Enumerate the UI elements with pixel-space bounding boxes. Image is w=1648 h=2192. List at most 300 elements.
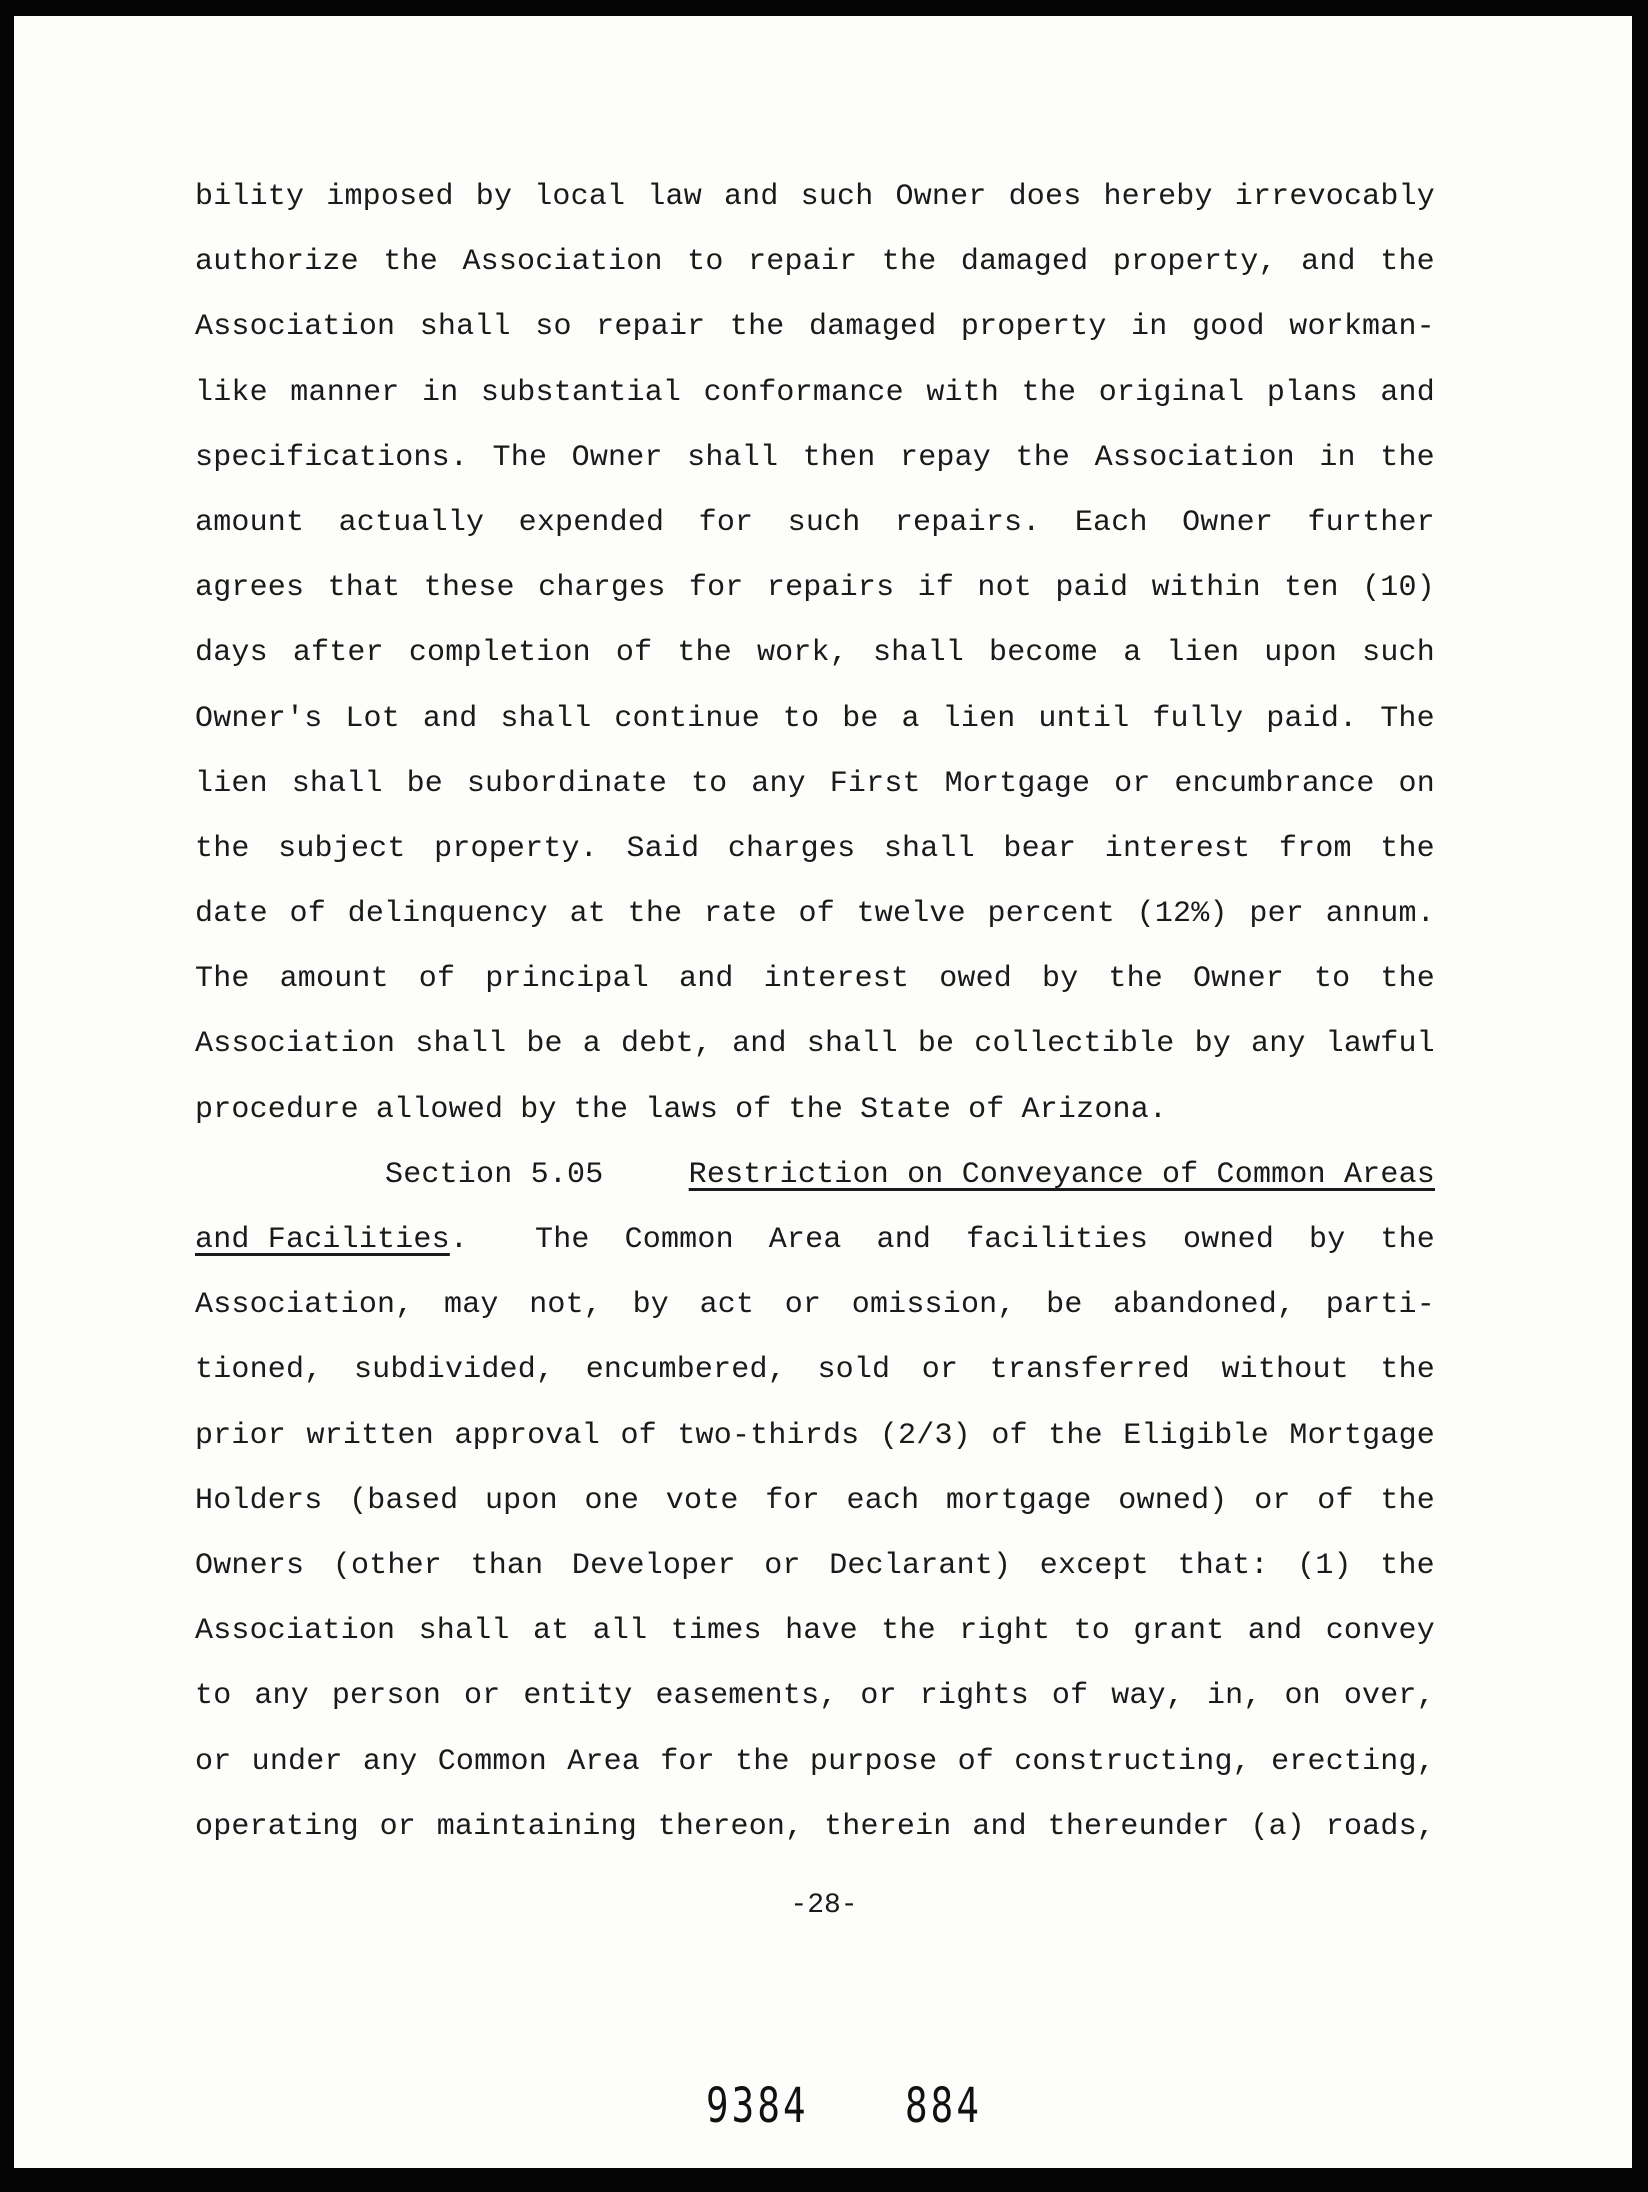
word: the [1021,375,1077,410]
word: shall [883,831,975,866]
word: repair [596,310,706,345]
word: for [698,505,754,540]
word: or [764,1548,801,1583]
word: on [1284,1679,1321,1714]
word: by [475,180,513,214]
word: twelve [856,897,966,932]
word: to [195,1679,232,1714]
word: bility [195,180,305,214]
word: vote [665,1483,739,1518]
word: roads, [1325,1809,1435,1844]
word: lien [942,701,1016,736]
word: interest [1104,831,1251,866]
word: to [687,245,724,280]
word: Association [462,245,663,280]
word: The [535,1223,590,1257]
word: except [1039,1548,1150,1583]
word: that: [1177,1548,1269,1583]
word: the [1380,1353,1435,1388]
word: manner [290,375,400,410]
word: the [1380,962,1435,997]
word: the [1048,1418,1103,1453]
word: abandoned, [1113,1288,1296,1323]
word: plans [1266,375,1358,410]
word: the [881,1614,936,1649]
section-first-sentence [535,1208,1435,1273]
word: tioned, [195,1353,323,1388]
word: (other [332,1548,442,1583]
word: in [1319,440,1356,475]
word: Owner [571,440,663,475]
word: sold [817,1353,891,1388]
word: actually [338,505,485,540]
word: principal [485,962,650,997]
word: for [765,1483,820,1518]
word: or [195,1744,232,1779]
word: in [1131,310,1168,345]
text-line [195,1273,1435,1338]
word: therein [824,1809,952,1844]
text-line [195,1534,1435,1599]
word: mortgage [946,1483,1092,1518]
word: the [1380,1223,1435,1257]
word: if [917,571,955,606]
word: Each [1074,505,1148,540]
word: in [422,375,459,410]
word: Common [437,1744,547,1779]
word: to [782,701,820,736]
text-line [195,1338,1435,1403]
word: like [195,375,268,410]
text-line [195,882,1435,947]
word: such [1362,636,1435,671]
word: of [798,897,835,932]
text-line [195,1730,1435,1795]
word: from [1278,831,1352,866]
word: at [569,897,606,932]
word: property. [434,831,598,866]
word: then [802,440,876,475]
word: Association, [195,1288,414,1323]
word: debt, [621,1027,713,1062]
recording-page-number: 884 [905,2078,982,2134]
word: entity [523,1679,633,1714]
section-title-continuation-line: and Facilities. The Common Area and facilities owned by the [195,1208,1435,1273]
word: the [788,1092,844,1127]
word: and [1247,1614,1303,1649]
word: procedure [195,1092,359,1127]
section-title-continued: and Facilities [195,1223,450,1257]
text-line [195,361,1435,426]
text-line [195,1404,1435,1469]
word: substantial [480,375,682,410]
word: owned [1183,1223,1275,1257]
word: act [699,1288,755,1323]
word: become [989,636,1099,671]
word: State [860,1092,952,1127]
text-line [195,1664,1435,1729]
word: for [688,571,744,606]
text-line [195,556,1435,621]
word: laws [645,1092,719,1127]
word: damaged [960,245,1089,280]
word: so [535,310,572,345]
word: of [1317,1483,1354,1518]
text-line [195,295,1435,360]
word: local [534,180,626,214]
word: thereon, [657,1809,804,1844]
word: interest [763,962,910,997]
word: rights [919,1679,1029,1714]
section-heading-line [195,1143,1435,1208]
text-line [195,1469,1435,1534]
word: (a) [1250,1809,1306,1844]
word: collectible [974,1027,1175,1062]
word: lawful [1325,1027,1435,1062]
word: of [991,1418,1028,1453]
word: any [254,1679,309,1714]
word: or [860,1679,897,1714]
page-number: -28- [790,1890,858,1921]
text-line [195,947,1435,1012]
word: repairs [766,571,895,606]
word: shall [872,636,964,671]
word: a [901,701,920,736]
word: Developer [571,1548,736,1583]
word: property [960,310,1107,345]
word: times [670,1614,762,1649]
word: (10) [1362,571,1435,606]
word: the [1380,440,1435,475]
word: the [1380,831,1435,866]
word: two-thirds [677,1418,860,1453]
word: such [800,180,874,214]
word: paid. [1266,701,1358,736]
text-line [195,687,1435,752]
word: with [926,375,1000,410]
word: days [195,636,268,671]
word: charges [538,571,666,606]
word: The [1380,701,1435,736]
word: encumbered, [585,1353,786,1388]
text-line [195,1795,1435,1860]
word: under [251,1744,343,1779]
word: specifications. [195,440,469,475]
word: (1) [1297,1548,1352,1583]
word: further [1307,505,1435,540]
paragraph-conveyance-restriction [195,1273,1435,1860]
word: any [362,1744,418,1779]
word: and [1380,375,1435,410]
word: law [647,180,702,214]
word: be [842,701,879,736]
word: owed [939,962,1013,997]
word: until [1038,701,1130,736]
word: shall [687,440,779,475]
word: The [492,440,548,475]
word: (based [349,1483,459,1518]
word: over, [1343,1679,1435,1714]
word: work, [756,636,848,671]
word: way, [1111,1679,1185,1714]
word: the [1108,962,1163,997]
word: repairs. [894,505,1041,540]
word: prior [195,1418,287,1453]
word: expended [518,505,665,540]
word: one [584,1483,640,1518]
word: and [422,701,478,736]
word: good [1191,310,1265,345]
word: each [846,1483,920,1518]
word: Area [768,1223,842,1257]
text-line [195,165,1435,230]
word: workman- [1289,310,1435,345]
word: the [1380,1548,1435,1583]
word: the [677,636,732,671]
word: Association [1094,440,1295,475]
word: ten [1284,571,1339,606]
word: by [520,1092,557,1127]
word: Owner [895,180,987,214]
word: Mortgage [1289,1418,1435,1453]
word: or [1114,766,1151,801]
word: subordinate [466,766,668,801]
word: the [1380,1483,1435,1518]
word: and [732,1027,787,1062]
word: in, [1206,1679,1262,1714]
word: subject [278,831,406,866]
word: subdivided, [353,1353,555,1388]
word: all [592,1614,648,1649]
word: not, [529,1288,603,1323]
word: or [379,1809,416,1844]
word: hereby [1103,180,1213,214]
word: Eligible [1123,1418,1269,1453]
word: of [957,1744,994,1779]
section-title: Restriction on Conveyance of Common Areas [688,1157,1435,1192]
text-line [195,621,1435,686]
word: by [1194,1027,1231,1062]
word: damaged [808,310,937,345]
word: a [1123,636,1142,671]
word: continue [614,701,760,736]
word: per [1249,897,1304,932]
word: be [1046,1288,1083,1323]
recording-book-number: 9384 [706,2078,809,2134]
text-line [195,752,1435,817]
word: allowed [375,1092,504,1127]
word: Arizona. [1021,1092,1168,1127]
word: the [1015,440,1071,475]
word: paid [1055,571,1129,606]
word: (12%) [1136,897,1228,932]
word: lien [195,766,268,801]
word: facilities [966,1223,1149,1257]
word: of [1051,1679,1089,1714]
word: parti- [1325,1288,1435,1323]
word: of [620,1418,657,1453]
word: upon [484,1483,558,1518]
word: not [977,571,1033,606]
word: the [573,1092,629,1127]
text-line [195,1078,1435,1143]
word: and [972,1809,1027,1844]
word: fully [1152,701,1244,736]
word: Holders [195,1483,323,1518]
word: (2/3) [879,1418,971,1453]
word: delinquency [347,897,548,932]
word: percent [987,897,1115,932]
word: shall [291,766,383,801]
word: and [679,962,734,997]
word: the [729,310,785,345]
word: shall [419,310,511,345]
word: shall [806,1027,898,1062]
word: by [1309,1223,1346,1257]
word: thereunder [1047,1809,1230,1844]
word: without [1221,1353,1349,1388]
word: authorize [195,245,359,280]
word: transferred [989,1353,1190,1388]
word: to [1073,1614,1110,1649]
word: Association [195,1614,396,1649]
word: on [1398,766,1435,801]
text-line [195,1599,1435,1664]
word: approval [454,1418,600,1453]
word: such [787,505,861,540]
word: the [383,245,438,280]
word: any [751,766,806,801]
word: the [735,1744,790,1779]
word: Association [195,1027,396,1062]
word: and [1301,245,1356,280]
word: the [881,245,937,280]
word: of [735,1092,772,1127]
word: a [582,1027,601,1062]
word: annum. [1325,897,1435,932]
word: shall [415,1027,507,1062]
text-line [195,817,1435,882]
word: conformance [703,375,904,410]
word: of [615,636,653,671]
document-body [195,165,1435,1860]
word: operating [195,1809,359,1844]
word: written [306,1418,434,1453]
word: or [784,1288,822,1323]
word: Owners [195,1548,305,1583]
word: person [331,1679,442,1714]
word: to [1313,962,1351,997]
text-line [195,491,1435,556]
word: or [1254,1483,1291,1518]
word: at [532,1614,570,1649]
word: constructing, [1014,1744,1251,1779]
word: within [1151,571,1261,606]
word: Declarant) [829,1548,1012,1583]
word: charges [727,831,856,866]
word: rate [703,897,777,932]
word: by [1042,962,1079,997]
word: purpose [809,1744,938,1779]
word: be [526,1027,563,1062]
word: shall [418,1614,510,1649]
word: original [1098,375,1245,410]
text-line [195,426,1435,491]
word: and [876,1223,932,1257]
word: Common [624,1223,734,1257]
word: imposed [326,180,454,214]
word: for [660,1744,715,1779]
word: or [921,1353,959,1388]
paragraph-repair-lien [195,165,1435,1143]
word: the [627,897,683,932]
word: of [968,1092,1005,1127]
word: Area [567,1744,640,1779]
word: The [195,962,250,997]
word: owned) [1118,1483,1228,1518]
word: omission, [851,1288,1016,1323]
word: agrees [195,571,305,606]
word: date [195,897,268,932]
word: repay [900,440,992,475]
word: and [723,180,779,214]
word: maintaining [436,1809,637,1844]
word: have [785,1614,858,1649]
word: erecting, [1271,1744,1435,1779]
word: property, [1112,245,1277,280]
word: Said [626,831,700,866]
word: does [1008,180,1082,214]
text-line [195,1012,1435,1077]
word: Owner [1182,505,1274,540]
word: by [632,1288,669,1323]
word: Owner's [195,701,323,736]
word: that [327,571,401,606]
word: convey [1325,1614,1435,1649]
word: lien [1166,636,1240,671]
word: amount [279,962,389,997]
word: Lot [345,701,400,736]
word: after [292,636,384,671]
word: these [423,571,515,606]
word: First [829,766,921,801]
word: encumbrance [1174,766,1375,801]
text-line [195,230,1435,295]
word: may [444,1288,499,1323]
word: grant [1133,1614,1225,1649]
section-number: Section 5.05 [385,1157,604,1192]
word: completion [408,636,591,671]
word: be [406,766,443,801]
word: Owner [1192,962,1284,997]
word: right [959,1614,1051,1649]
word: irrevocably [1234,180,1435,214]
word: shall [500,701,592,736]
word: the [195,831,250,866]
word: amount [195,505,305,540]
word: the [1380,245,1435,280]
word: to [690,766,728,801]
word: of [289,897,326,932]
word: any [1251,1027,1306,1062]
word: Association [195,310,396,345]
word: or [464,1679,501,1714]
word: repair [748,245,858,280]
word: bear [1003,831,1077,866]
word: be [917,1027,955,1062]
word: upon [1264,636,1338,671]
word: of [418,962,456,997]
